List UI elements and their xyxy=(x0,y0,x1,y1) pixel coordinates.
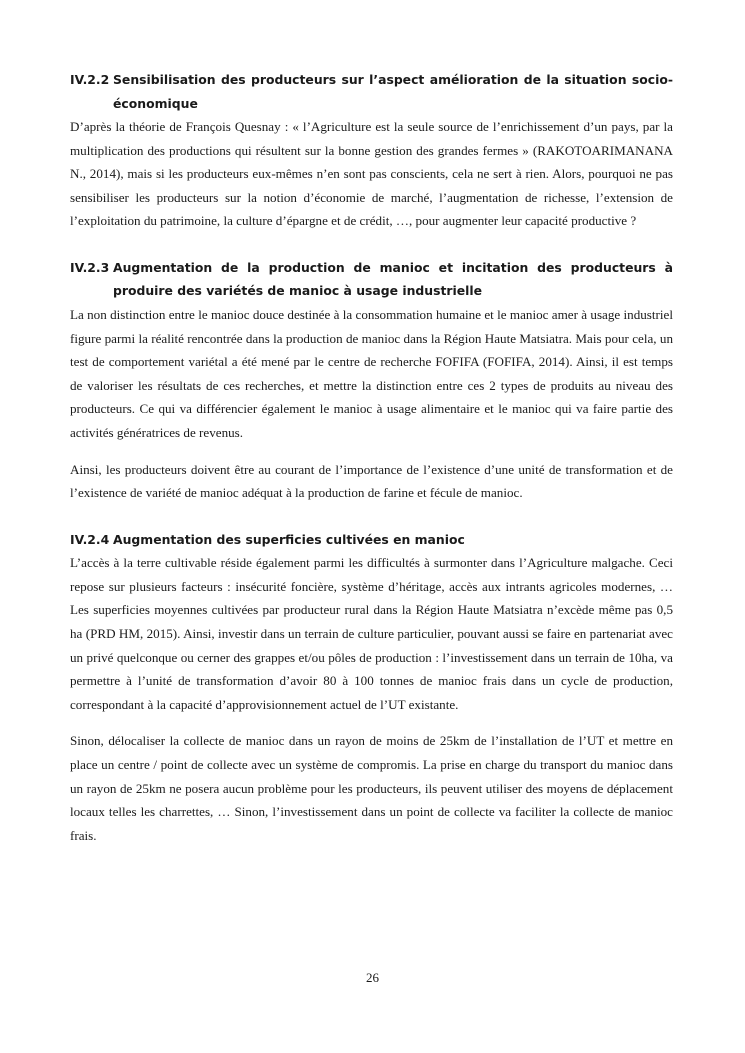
paragraph: La non distinction entre le manioc douce destinée à la consommation humaine et le manioc amer à usage industriel figure parmi la réalité rencontrée dans la production de manioc dans la Région Haute Matsiatra. Mais pour cela, un test de comportement variétal a été mené par le centre de recherche FOFIFA (FOFIFA, 2014). Ainsi, il est temps de valoriser les résultats de ces recherches, et mettre la distinction entre ces 2 types de produits au niveau des producteurs. Ce qui va différencier également le manioc à usage alimentaire et le manioc qui va faire partie des activités génératrices de revenus. xyxy=(70,306,673,440)
section-heading-iv-2-4 xyxy=(70,528,673,552)
section-title: Augmentation de la production de manioc et incitation des producteurs à produire des variétés de manioc à usage industrielle xyxy=(113,259,673,299)
page-number: 26 xyxy=(366,970,379,985)
page-content xyxy=(70,68,673,847)
section-title: Augmentation des superficies cultivées en manioc xyxy=(113,531,465,547)
section-title: Sensibilisation des producteurs sur l’aspect amélioration de la situation socio-économique xyxy=(113,72,673,111)
section-heading-iv-2-3 xyxy=(70,256,673,303)
section-number: IV.2.3 xyxy=(70,259,110,275)
paragraph: Sinon, délocaliser la collecte de manioc dans un rayon de moins de 25km de l’installation de l’UT et mettre en place un centre / point de collecte avec un système de compromis. La prise en charge du transport du manioc dans un rayon de 25km ne posera aucun problème pour les producteurs, ils peuvent utiliser des moyens de déplacement locaux telles les charrettes, … Sinon, l’investissement dans un point de collecte va faciliter la collecte de manioc frais. xyxy=(70,733,673,843)
section-number: IV.2.2 xyxy=(70,72,110,87)
section-heading-iv-2-2 xyxy=(70,68,673,115)
paragraph: D’après la théorie de François Quesnay : « l’Agriculture est la seule source de l’enrichissement d’un pays, par la multiplication des productions qui résultent sur la bonne gestion des grandes fermes » (RAKOTOARIMANANA N., 2014), mais si les producteurs eux-mêmes n’en sont pas conscients, cela ne sert à rien. Alors, pourquoi ne pas sensibiliser les producteurs sur la notion d’économie de marché, l’augmentation de richesse, l’extension de l’exploitation du patrimoine, la culture d’épargne et de crédit, …, pour augmenter leur capacité productive ? xyxy=(70,119,673,229)
paragraph: Ainsi, les producteurs doivent être au courant de l’importance de l’existence d’une unité de transformation et de l’existence de variété de manioc adéquat à la production de farine et fécule de manioc. xyxy=(70,461,673,501)
paragraph: L’accès à la terre cultivable réside également parmi les difficultés à surmonter dans l’Agriculture malgache. Ceci repose sur plusieurs facteurs : insécurité foncière, système d’héritage, accès aux intrants agricoles modernes, … Les superficies moyennes cultivées par producteur rural dans la Région Haute Matsiatra n’excède même pas 0,5 ha (PRD HM, 2015). Ainsi, investir dans un terrain de culture particulier, pouvant aussi se faire en partenariat avec un privé quelconque ou cerner des grappes et/ou pôles de production : l’investissement dans un terrain de 10ha, va permettre à l’unité de transformation d’avoir 80 à 100 tonnes de manioc frais dans un cycle de production, correspondant à la capacité d’approvisionnement actuel de l’UT existante. xyxy=(70,555,673,712)
section-number: IV.2.4 xyxy=(70,531,110,547)
